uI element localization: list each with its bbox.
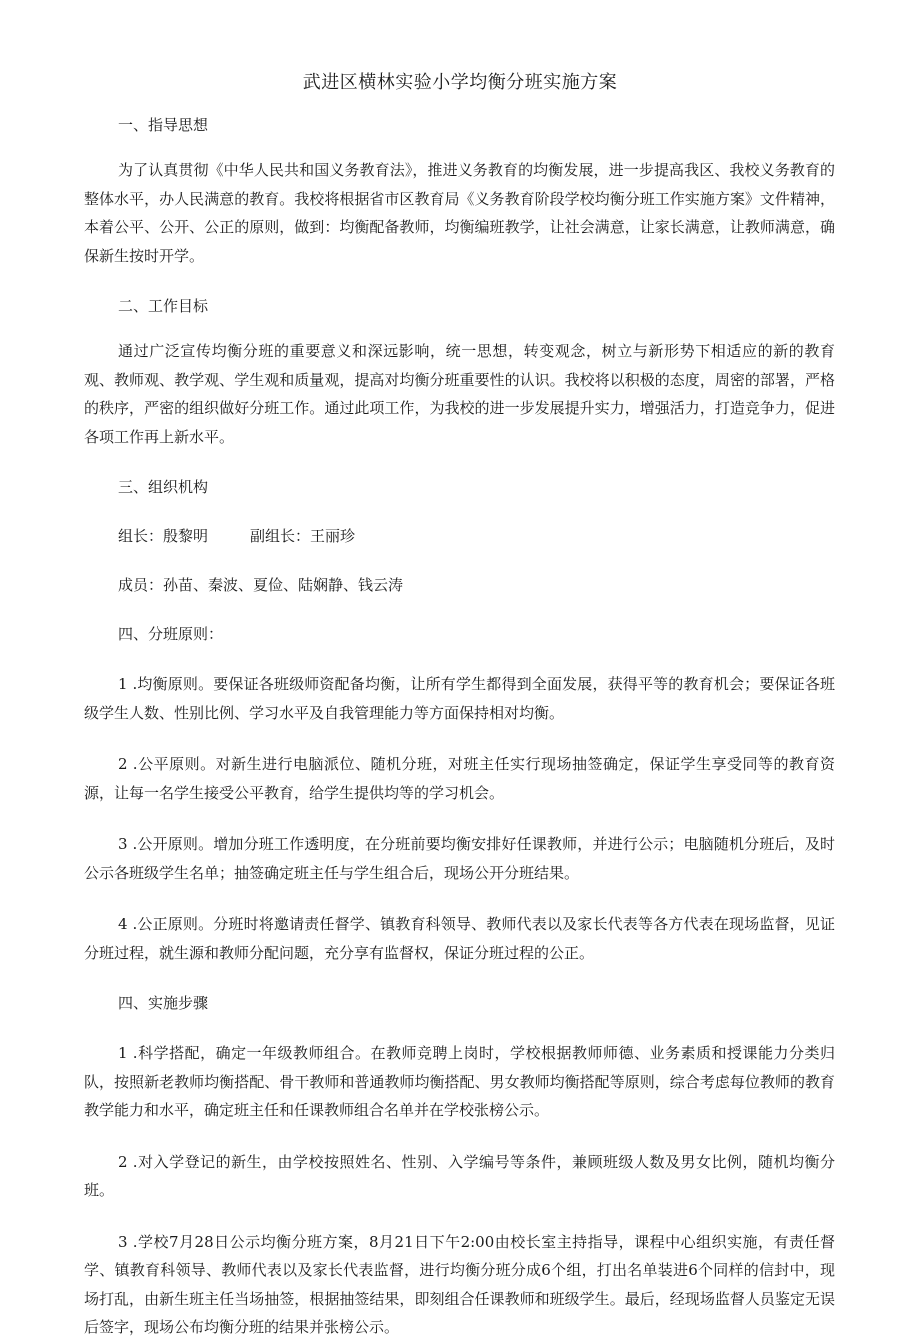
principle-item: 1 .均衡原则。要保证各班级师资配备均衡，让所有学生都得到全面发展，获得平等的教育机会；要保证各班级学生人数、性别比例、学习水平及自我管理能力等方面保持相对均衡。 <box>84 675 835 722</box>
principle-item: 4 .公正原则。分班时将邀请责任督学、镇教育科领导、教师代表以及家长代表等各方代表在现场监督，见证分班过程，就生源和教师分配问题，充分享有监督权，保证分班过程的公正。 <box>84 915 835 962</box>
step-item: 2 .对入学登记的新生，由学校按照姓名、性别、入学编号等条件，兼顾班级人数及男女比例，随机均衡分班。 <box>84 1152 835 1199</box>
section-heading-guiding-ideology: 一、指导思想 <box>118 116 209 134</box>
step-item: 1 .科学搭配，确定一年级教师组合。在教师竞聘上岗时，学校根据教师师德、业务素质和授课能力分类归队，按照新老教师均衡搭配、骨干教师和普通教师均衡搭配、男女教师均衡搭配等原则，综合考虑每位教师的教育教学能力和水平，确定班主任和任课教师组合名单并在学校张榜公示。 <box>84 1044 835 1119</box>
members-line: 成员：孙苗、秦波、夏俭、陆娴静、钱云涛 <box>118 576 404 594</box>
leader-line <box>118 523 835 549</box>
section-heading-work-goals: 二、工作目标 <box>118 297 209 315</box>
paragraph-work-goals: 通过广泛宣传均衡分班的重要意义和深远影响，统一思想，转变观念，树立与新形势下相适应的新的教育观、教师观、教学观、学生观和质量观，提高对均衡分班重要性的认识。我校将以积极的态度，周密的部署，严格的秩序，严密的组织做好分班工作。通过此项工作，为我校的进一步发展提升实力，增强活力，打造竞争力，促进各项工作再上新水平。 <box>84 342 835 446</box>
principle-item: 3 .公开原则。增加分班工作透明度，在分班前要均衡安排好任课教师，并进行公示；电脑随机分班后，及时公示各班级学生名单；抽签确定班主任与学生组合后，现场公开分班结果。 <box>84 835 835 882</box>
section-heading-implementation-steps: 四、实施步骤 <box>118 994 209 1012</box>
document-title: 武进区横林实验小学均衡分班实施方案 <box>302 72 618 93</box>
section-heading-grouping-principles: 四、分班原则： <box>118 625 224 643</box>
principle-item: 2 .公平原则。对新生进行电脑派位、随机分班，对班主任实行现场抽签确定，保证学生享受同等的教育资源，让每一名学生接受公平教育，给学生提供均等的学习机会。 <box>84 755 835 802</box>
document-body <box>84 112 835 1342</box>
paragraph-guiding-ideology: 为了认真贯彻《中华人民共和国义务教育法》，推进义务教育的均衡发展，进一步提高我区、我校义务教育的整体水平，办人民满意的教育。我校将根据省市区教育局《义务教育阶段学校均衡分班工作实施方案》文件精神，本着公平、公开、公正的原则，做到：均衡配备教师，均衡编班教学，让社会满意，让家长满意，让教师满意，确保新生按时开学。 <box>84 161 835 265</box>
group-leader: 组长：殷黎明 <box>118 527 209 545</box>
step-item: 3 .学校7月28日公示均衡分班方案，8月21日下午2:00由校长室主持指导，课程中心组织实施，有责任督学、镇教育科领导、教师代表以及家长代表监督，进行均衡分班分成6个组，打出名单装进6个同样的信封中，现场打乱，由新生班主任当场抽签，根据抽签结果，即刻组合任课教师和班级学生。最后，经现场监督人员鉴定无误后签字，现场公布均衡分班的结果并张榜公示。 <box>84 1232 835 1336</box>
deputy-leader: 副组长：王丽珍 <box>250 527 356 545</box>
section-heading-organization: 三、组织机构 <box>118 478 209 496</box>
